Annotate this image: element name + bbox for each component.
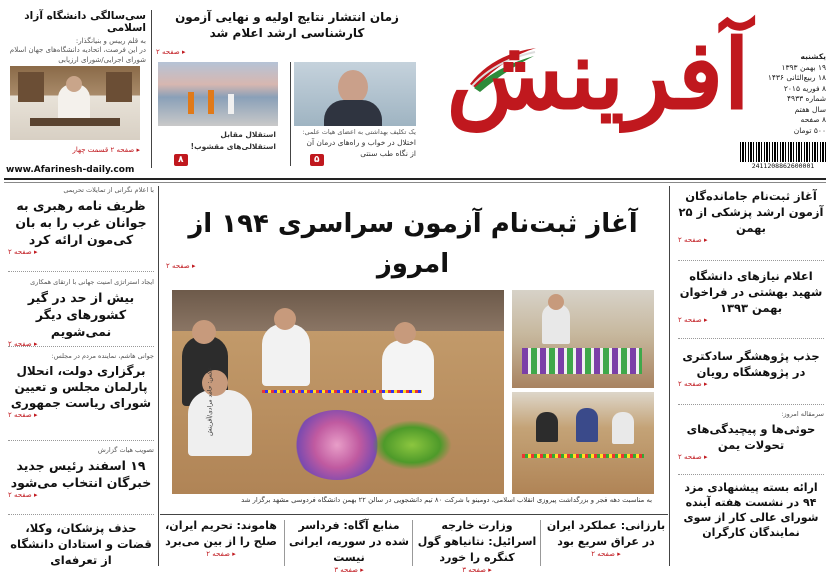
issue-date-solar: ۱۹ بهمن ۱۳۹۳ (781, 62, 826, 72)
health-caption-2[interactable]: از نگاه طب سنتی (360, 149, 416, 158)
issue-number: شماره ۴۹۳۳ (787, 94, 826, 103)
masthead (446, 4, 826, 174)
university-anniversary-line: شورای اجرایی/شورای ارزیابی (58, 55, 146, 64)
bottom-story-headline[interactable]: هاموند: تحریم ایران، صلح را از بین می‌برد (165, 519, 277, 548)
left-story-kicker: تصویب هیات گزارش (97, 446, 154, 454)
left-story-headline[interactable]: حذف پزشکان، وکلا، قضات و استادان دانشگاه از تعرفه‌ای (10, 521, 152, 567)
left-story-kicker: ایجاد استراتژی امنیت جهانی با ارتقای همکاری (30, 278, 154, 286)
left-story (8, 520, 154, 568)
left-column (4, 186, 154, 566)
bottom-story-page-ref[interactable]: ▸ صفحه ۲ (160, 550, 282, 558)
university-anniversary-headline[interactable]: سی‌سالگی دانشگاه آزاد اسلامی (24, 10, 146, 34)
masthead-rule-thin (4, 182, 826, 183)
main-page-ref[interactable]: ▸ صفحه ۲ (166, 262, 196, 270)
bottom-story-page-ref[interactable]: ▸ صفحه ۳ (288, 566, 410, 574)
right-story (678, 410, 824, 461)
website-url[interactable]: www.Afarinesh-daily.com (6, 165, 135, 175)
exam-results-box (156, 10, 418, 165)
bottom-story-page-ref[interactable]: ▸ صفحه ۳ (416, 566, 538, 574)
issue-date-lunar: ۱۸ ربیع‌الثانی ۱۴۳۶ (767, 73, 826, 82)
left-story-kicker: جوانی هاشم، نماینده مردم در مجلس: (51, 352, 154, 360)
right-story (678, 348, 824, 388)
column-divider (669, 186, 670, 566)
stadium-caption-2[interactable]: استقلالی‌های مقشوب! (190, 142, 276, 151)
issue-info (756, 52, 826, 136)
right-story-headline[interactable]: جذب پژوهشگر سادکتری در پژوهشگاه رویان (682, 349, 820, 379)
issue-date-gregorian: ۸ فوریه ۲۰۱۵ (783, 83, 826, 93)
left-story (8, 278, 154, 348)
bottom-story (416, 518, 538, 574)
bottom-row-rule (160, 514, 668, 515)
university-anniversary-line: به قلم رییس و بنیانگذار: (75, 37, 146, 45)
main-story (164, 188, 664, 512)
exam-results-headline-1[interactable]: زمان انتشار نتایج اولیه و نهایی آزمون (175, 10, 399, 24)
masthead-logo: آفرینش (446, 18, 750, 131)
bottom-story (288, 518, 410, 574)
left-story-headline[interactable]: ۱۹ اسفند رئیس جدید خبرگان انتخاب می‌شود (10, 457, 152, 490)
masthead-rule (4, 178, 826, 180)
health-official-photo (294, 62, 416, 126)
right-story-page-ref[interactable]: ▸ صفحه ۲ (678, 380, 824, 388)
left-story-headline[interactable]: برگزاری دولت، انحلال پارلمان مجلس و تعیین شورای ریاست جمهوری (10, 363, 152, 410)
left-story-page-ref[interactable]: ▸ صفحه ۲ (8, 248, 154, 256)
right-story-headline[interactable]: اعلام نیازهای دانشگاه شهید بهشتی در فراخوان بهمن ۱۳۹۳ (679, 269, 823, 315)
issue-day: یکشنبه (800, 52, 826, 61)
bottom-story-headline[interactable]: وزارت خارجه اسرائیل: نتانیاهو گول کنگره را خورد (417, 519, 537, 564)
left-story-page-ref[interactable]: ▸ صفحه ۲ (8, 340, 154, 348)
left-story-headline[interactable]: ظریف نامه رهبری به جوانان غرب را به بان کی‌مون ارائه کرد (15, 197, 147, 247)
right-story-kicker: سرمقاله امروز: (781, 410, 824, 418)
bottom-story (160, 518, 282, 558)
right-story (678, 188, 824, 244)
left-story (8, 186, 154, 256)
exam-results-page-ref[interactable]: ▸ صفحه ۲ (156, 48, 186, 56)
domino-photo-top (512, 290, 654, 388)
university-anniversary-page-ref[interactable]: ▸ صفحه ۲ قسمت چهار (72, 146, 140, 154)
bottom-story (544, 518, 668, 558)
stadium-caption-1[interactable]: استقلال مقابل (220, 130, 276, 139)
bottom-story-page-ref[interactable]: ▸ صفحه ۲ (544, 550, 668, 558)
bottom-row (160, 518, 668, 574)
health-kicker: یک تکلیف بهداشتی به اعضای هیات علمی: (302, 128, 416, 136)
right-story-headline[interactable]: ارائه بسته پیشنهادی مزد ۹۴ در نشست هفته آینده شورای عالی کار از سوی نمایندگان کارگران (683, 481, 819, 539)
issue-price: ۵۰۰ تومان (793, 125, 826, 135)
right-story (678, 268, 824, 324)
domino-photo-bottom (512, 392, 654, 494)
issue-pages: ۸ صفحه (800, 115, 826, 124)
left-story-kicker: با اعلام نگرانی از تمایلات تحریمی (63, 186, 154, 194)
left-story (8, 352, 154, 419)
right-story-headline[interactable]: آغاز ثبت‌نام جامانده‌گان آزمون ارشد پزشکی از ۲۵ بهمن (678, 189, 824, 235)
right-column (674, 186, 826, 566)
column-divider (158, 186, 159, 566)
left-story-headline[interactable]: بیش از حد در گیر کشورهای دیگر نمی‌شویم (27, 289, 135, 339)
left-story-page-ref[interactable]: ▸ صفحه ۲ (8, 491, 154, 499)
barcode (740, 142, 826, 170)
column-divider (290, 62, 291, 166)
health-caption-1[interactable]: اختلال در خواب و راه‌های درمان آن (306, 138, 416, 147)
exam-results-headline-2[interactable]: کارشناسی ارشد اعلام شد (209, 26, 365, 40)
left-story-page-ref[interactable]: ▸ صفحه ۲ (8, 411, 154, 419)
university-official-photo (10, 66, 140, 140)
health-page-number[interactable]: ۵ (310, 154, 324, 166)
stadium-photo (158, 62, 278, 126)
barcode-number: 2411208862600001 (751, 162, 815, 170)
left-story (8, 446, 154, 499)
domino-photo-main (172, 290, 504, 494)
column-divider (151, 10, 152, 168)
right-story (678, 480, 824, 540)
right-story-page-ref[interactable]: ▸ صفحه ۲ (678, 453, 824, 461)
issue-year: سال هفتم (794, 104, 826, 114)
bottom-story-headline[interactable]: بارزانی: عملکرد ایران در عراق سریع بود (546, 519, 666, 548)
main-photo-caption: به مناسبت دهه فجر و بزرگداشت پیروزی انقلاب اسلامی، دومینو با شرکت ۸۰ تیم دانشجویی در سالن ۲۲ بهمن دانشگاه فردوسی مشهد برگزار شد (241, 496, 652, 504)
main-headline[interactable]: آغاز ثبت‌نام آزمون سراسری ۱۹۴ از امروز (188, 209, 638, 279)
university-anniversary-box (4, 10, 146, 160)
bottom-story-headline[interactable]: منابع آگاه: فرداسر شده در سوریه، ایرانی نیست (289, 519, 409, 564)
right-story-page-ref[interactable]: ▸ صفحه ۲ (678, 236, 824, 244)
right-story-page-ref[interactable]: ▸ صفحه ۲ (678, 316, 824, 324)
right-story-headline[interactable]: حوثی‌ها و پیچیدگی‌های تحولات یمن (686, 421, 816, 452)
university-anniversary-line: در این فرصت، اتحادیه دانشگاه‌های جهان اسلام (9, 46, 146, 55)
stadium-page-number[interactable]: ۸ (174, 154, 188, 166)
photo-credit: عکس: حامد مرادی/آفرینش (206, 367, 214, 436)
